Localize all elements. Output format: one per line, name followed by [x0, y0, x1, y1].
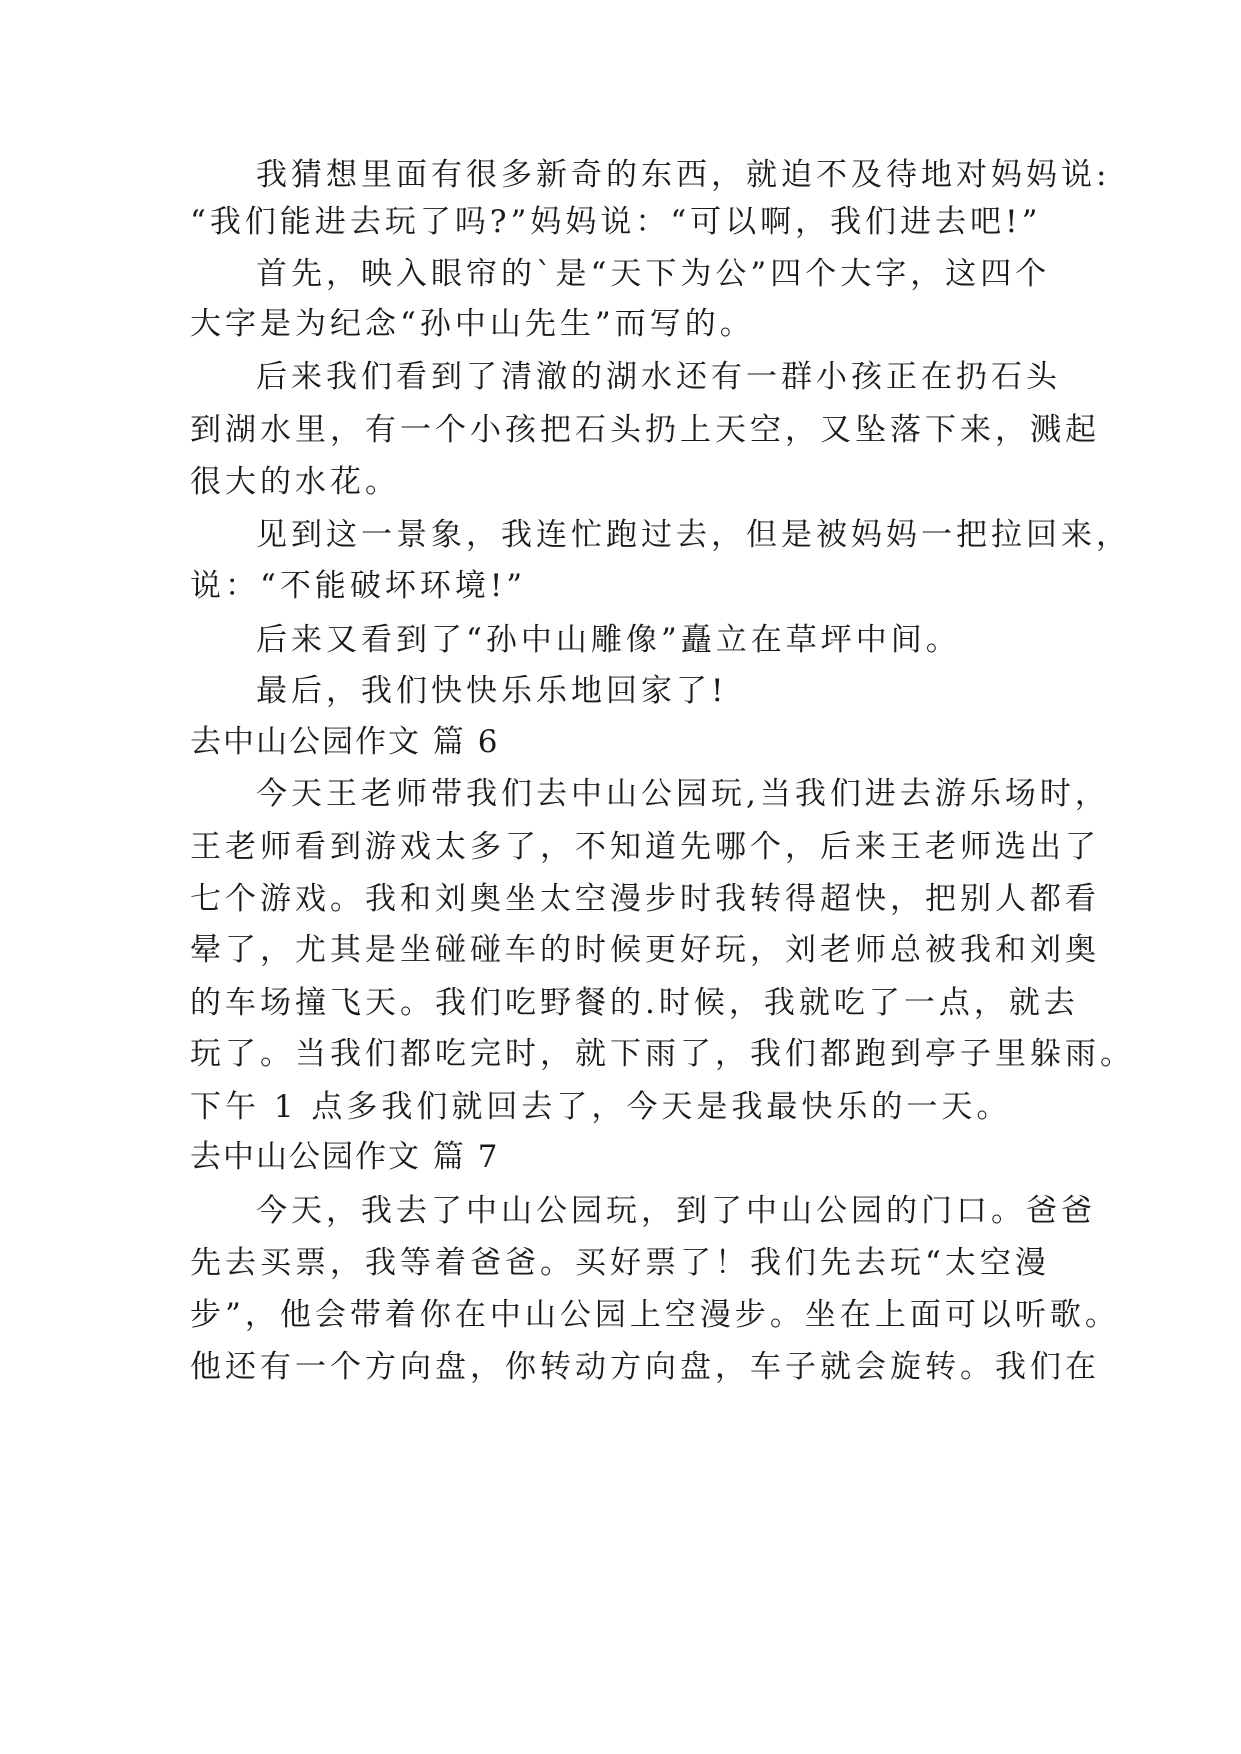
paragraph-line: 晕了，尤其是坐碰碰车的时候更好玩，刘老师总被我和刘奥 — [190, 932, 1100, 968]
paragraph-line: 今天王老师带我们去中山公园玩,当我们进去游乐场时， — [256, 776, 1110, 812]
paragraph-line: 大字是为纪念“孙中山先生”而写的。 — [190, 306, 755, 342]
paragraph-line: 七个游戏。我和刘奥坐太空漫步时我转得超快，把别人都看 — [190, 881, 1100, 917]
paragraph-line: 我猜想里面有很多新奇的东西，就迫不及待地对妈妈说: — [256, 157, 1111, 193]
paragraph-line: 下午 1 点多我们就回去了，今天是我最快乐的一天。 — [190, 1089, 1012, 1125]
paragraph-line: 后来我们看到了清澈的湖水还有一群小孩正在扔石头 — [256, 359, 1061, 395]
paragraph-line: 的车场撞飞天。我们吃野餐的.时候，我就吃了一点，就去 — [190, 985, 1079, 1021]
section-heading: 去中山公园作文 篇 6 — [190, 724, 500, 760]
paragraph-line: 先去买票，我等着爸爸。买好票了！我们先去玩“太空漫 — [190, 1245, 1050, 1281]
paragraph-line: “我们能进去玩了吗?”妈妈说：“可以啊，我们进去吧!” — [190, 204, 1042, 240]
paragraph-line: 王老师看到游戏太多了，不知道先哪个，后来王老师选出了 — [190, 829, 1100, 865]
paragraph-line: 说：“不能破坏环境!” — [190, 568, 527, 604]
paragraph-line: 首先，映入眼帘的`是“天下为公”四个大字，这四个 — [256, 256, 1051, 292]
paragraph-line: 他还有一个方向盘，你转动方向盘，车子就会旋转。我们在 — [190, 1349, 1100, 1385]
paragraph-line: 步”，他会带着你在中山公园上空漫步。坐在上面可以听歌。 — [190, 1297, 1120, 1333]
paragraph-line: 玩了。当我们都吃完时，就下雨了，我们都跑到亭子里躲雨。 — [190, 1036, 1135, 1072]
section-heading: 去中山公园作文 篇 7 — [190, 1139, 500, 1175]
paragraph-line: 很大的水花。 — [190, 464, 400, 500]
paragraph-line: 见到这一景象，我连忙跑过去，但是被妈妈一把拉回来， — [256, 517, 1131, 553]
paragraph-line: 今天，我去了中山公园玩，到了中山公园的门口。爸爸 — [256, 1193, 1096, 1229]
paragraph-line: 到湖水里，有一个小孩把石头扔上天空，又坠落下来，溅起 — [190, 412, 1100, 448]
paragraph-line: 后来又看到了“孙中山雕像”矗立在草坪中间。 — [256, 622, 961, 658]
paragraph-line: 最后，我们快快乐乐地回家了! — [256, 673, 728, 709]
